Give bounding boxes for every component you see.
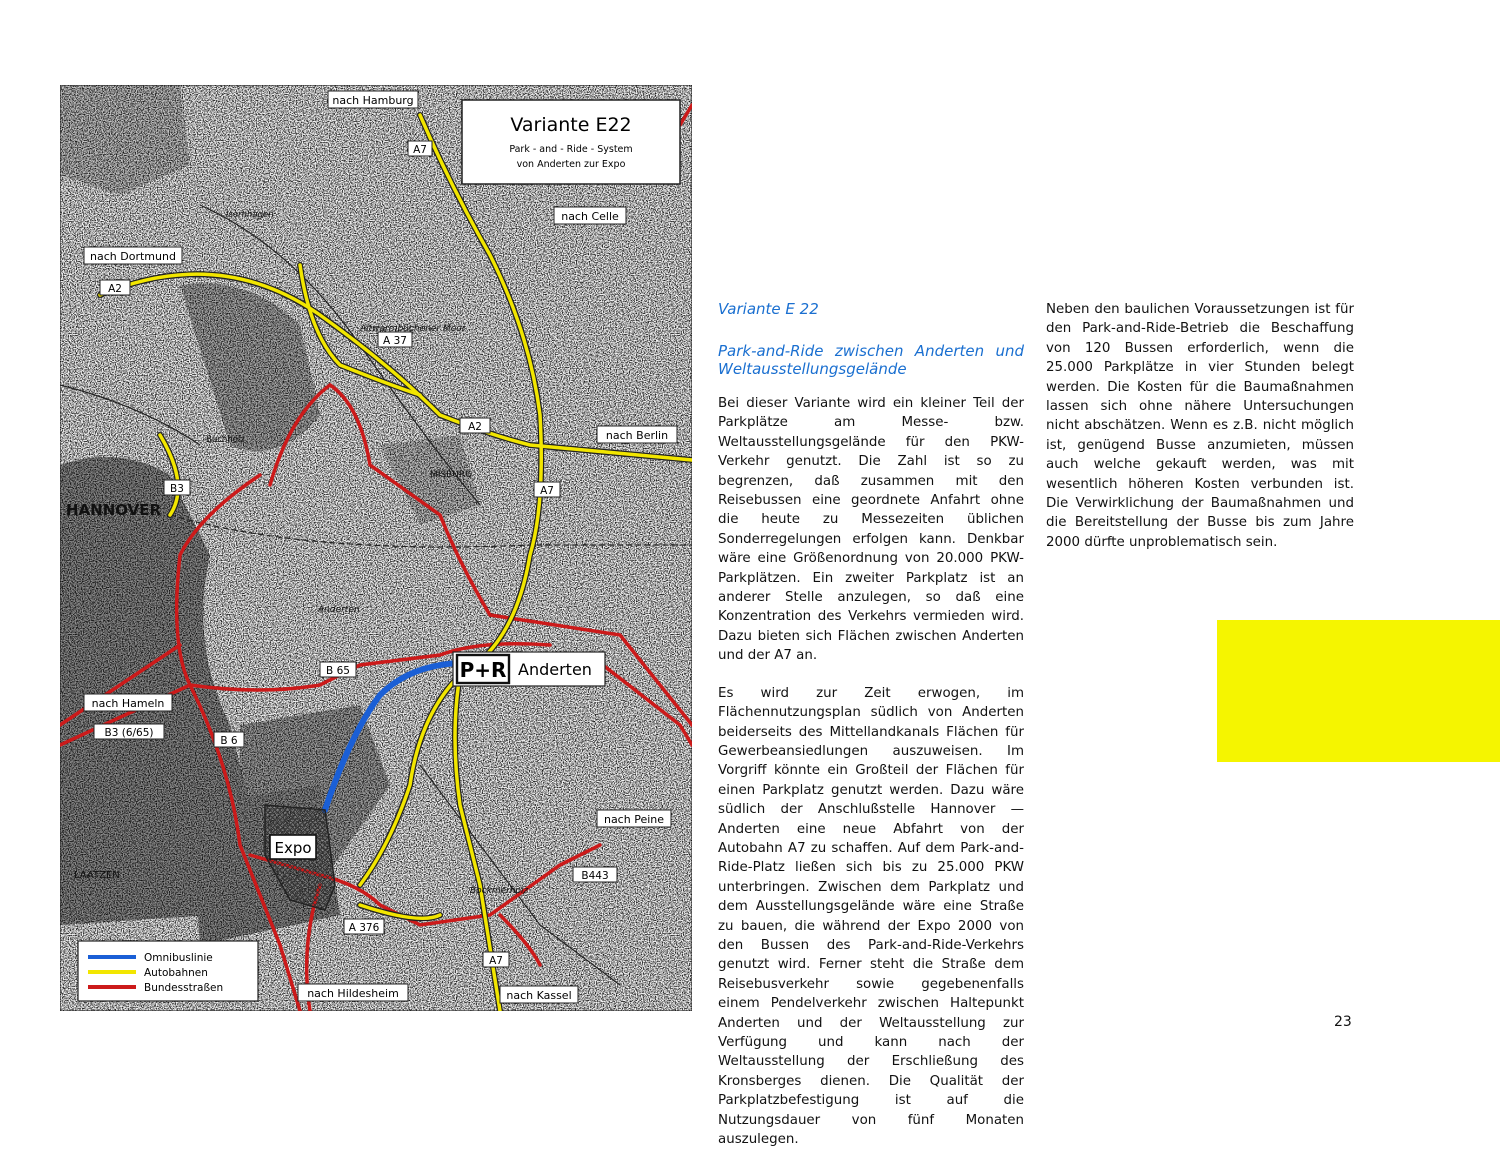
road-label	[460, 418, 490, 433]
label-nach-hildesheim	[298, 984, 408, 1001]
svg-text:nach Hameln: nach Hameln	[91, 697, 165, 710]
svg-text:nach Celle: nach Celle	[561, 210, 619, 223]
road-label	[94, 724, 164, 739]
svg-text:A7: A7	[413, 144, 427, 156]
svg-text:nach Hamburg: nach Hamburg	[332, 94, 414, 107]
svg-text:Omnibuslinie: Omnibuslinie	[144, 952, 213, 964]
label-nach-peine	[597, 810, 671, 827]
place-buchholz: Buchholz	[206, 435, 245, 445]
map-legend	[78, 941, 258, 1001]
map-subtitle-2: von Anderten zur Expo	[516, 159, 626, 170]
map-title-box	[462, 100, 680, 184]
article-paragraph-1: Bei dieser Variante wird ein kleiner Teil der Parkplätze am Messe- bzw. Weltausstellungsgelände für den PKW-Verkehr genutzt. Die Zahl ist so zu begrenzen, daß zusammen mit den Reisebussen eine geordnete Anfahrt ohne die heute zu Messezeiten üblichen Sonderregelungen erfolgen kann. Denkbar wäre eine Größenordnung von 20.000 PKW-Parkplätzen. Ein zweiter Parkplatz ist an anderer Stelle anzulegen, so daß eine Konzentration des Verkehrs vermieden wird. Dazu bieten sich Flächen zwischen Anderten und der A7 an.	[718, 396, 1024, 664]
article-heading: Variante E 22	[718, 300, 819, 318]
label-nach-hamburg	[328, 91, 418, 108]
place-hannover: HANNOVER	[66, 501, 162, 519]
page-number: 23	[1334, 1014, 1352, 1030]
road-label	[534, 482, 560, 497]
place-moor: Altwarmbüchener Moor	[360, 324, 466, 334]
svg-text:A2: A2	[108, 283, 122, 295]
article-column-right	[1046, 300, 1354, 570]
svg-text:B3: B3	[170, 483, 184, 495]
article-paragraph-2: Es wird zur Zeit erwogen, im Flächennutzungsplan südlich von Anderten beiderseits des Mittellandkanals Flächen für Gewerbeansiedlungen auszuweisen. Im Vorgriff könnte ein Großteil der Flächen für einen Parkplatz genutzt werden. Dazu wäre südlich der Anschlußstelle Hannover — Anderten eine neue Abfahrt von der Autobahn A7 zu schaffen. Auf dem Park-and-Ride-Platz ließen sich bis zu 25.000 PKW unterbringen. Zwischen dem Parkplatz und dem Ausstellungsgelände wäre eine Straße zu bauen, die während der Expo 2000 von den Bussen des Park-and-Ride-Verkehrs genutzt wird. Ferner steht die Straße dem Reisebusverkehr sowie gegebenenfalls einem Pendelverkehr zwischen Haltepunkt Anderten und der Weltausstellung zur Verfügung und kann nach der Weltausstellung der Erschließung des Kronsberges dienen. Die Qualität der Parkplatzbefestigung ist auf die Nutzungsdauer von fünf Monaten auszulegen.	[718, 685, 1024, 1148]
svg-text:Autobahnen: Autobahnen	[144, 967, 208, 979]
park-and-ride-marker	[453, 652, 605, 686]
road-label	[320, 662, 356, 677]
expo-label: Expo	[274, 839, 312, 857]
svg-text:nach Berlin: nach Berlin	[605, 429, 669, 442]
place-anderten: Anderten	[318, 605, 360, 615]
article-paragraph-3: Neben den baulichen Voraussetzungen ist für den Park-and-Ride-Betrieb die Beschaffung von 120 Bussen erforderlich, wenn die 25.000 Parkplätze in vier Stunden belegt werden. Die Kosten für die Baumaßnahmen lassen sich ohne nähere Untersuchungen nicht abschätzen. Wenn es z.B. nicht möglich ist, genügend Busse anzumieten, müssen auch welche gekauft werden, was mit wesentlich höheren Kosten verbunden ist. Die Verwirklichung der Baumaßnahmen und die Bereitstellung der Busse bis zum Jahre 2000 dürfte unproblematisch sein.	[1046, 302, 1354, 550]
label-nach-hameln	[84, 694, 172, 711]
place-bockmerholz: Bockmerholz	[470, 886, 529, 896]
svg-text:nach Kassel: nach Kassel	[506, 989, 572, 1002]
svg-text:nach Dortmund: nach Dortmund	[90, 250, 176, 263]
road-label	[100, 280, 130, 295]
article-subheading: Park-and-Ride zwischen Anderten und Weltausstellungsgelände	[718, 342, 1024, 378]
label-nach-celle	[554, 207, 626, 224]
label-nach-berlin	[597, 426, 677, 443]
pr-symbol: P+R	[459, 658, 507, 682]
svg-text:A 37: A 37	[383, 335, 407, 347]
highlight-box	[1217, 620, 1500, 762]
label-nach-kassel	[500, 986, 578, 1003]
place-laatzen: LAATZEN	[74, 870, 120, 881]
svg-text:A2: A2	[468, 421, 482, 433]
svg-text:A7: A7	[540, 485, 554, 497]
svg-text:B443: B443	[581, 870, 609, 882]
map-figure	[60, 85, 692, 1011]
road-label	[483, 952, 509, 967]
svg-text:nach Hildesheim: nach Hildesheim	[307, 987, 399, 1000]
road-label	[214, 732, 244, 747]
svg-text:Bundesstraßen: Bundesstraßen	[144, 982, 224, 994]
svg-text:B 6: B 6	[220, 735, 238, 747]
place-misburg: MISBURG	[430, 470, 473, 480]
article-column-left	[718, 300, 1024, 1167]
expo-marker	[270, 835, 316, 859]
svg-text:A 376: A 376	[348, 922, 380, 934]
road-label	[164, 480, 190, 495]
svg-text:B3 (6/65): B3 (6/65)	[104, 727, 154, 739]
map-subtitle-1: Park - and - Ride - System	[509, 144, 633, 155]
road-label	[408, 141, 432, 156]
road-label	[378, 332, 412, 347]
svg-text:B 65: B 65	[326, 665, 350, 677]
map-title: Variante E22	[510, 114, 632, 136]
place-isernhagen: Isernhagen	[226, 210, 274, 220]
road-label	[573, 867, 617, 882]
svg-text:A7: A7	[489, 955, 503, 967]
road-label	[344, 919, 384, 934]
svg-text:nach Peine: nach Peine	[603, 813, 665, 826]
pr-label: Anderten	[518, 660, 592, 679]
label-nach-dortmund	[84, 247, 182, 264]
